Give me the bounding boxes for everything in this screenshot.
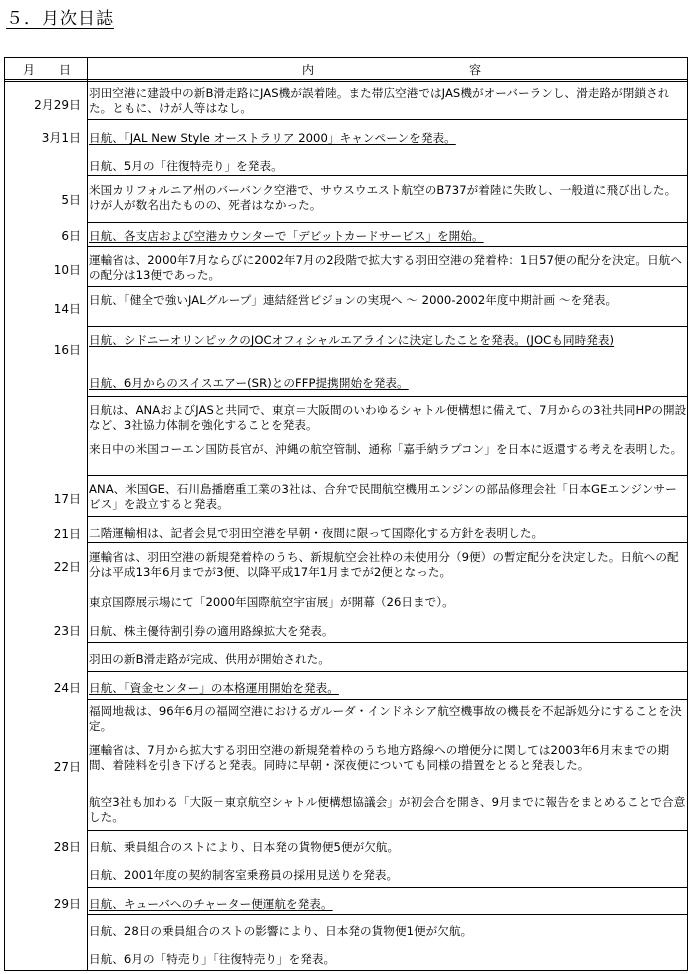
log-entry: 日航、6月からのスイスエアー(SR)とのFFP提携開始を発表。 xyxy=(89,376,409,390)
log-entry: 日航、乗員組合のストにより、日本発の貨物便5便が欠航。 xyxy=(89,840,400,854)
log-entry: 運輸省は、7月から拡大する羽田空港の新規発着枠のうち地方路線への増便分に関しては2003年6月末までの期間、着陸料を引き下げると発表。同時に早朝・深夜便についても同様の措置をとると発表した。 xyxy=(89,743,670,772)
row-separator xyxy=(87,542,687,543)
row-separator xyxy=(87,475,687,476)
log-entry: 日航、28日の乗員組合のストの影響により、日本発の貨物便1便が欠航。 xyxy=(89,924,473,938)
day-label: 5日 xyxy=(61,193,81,207)
table-header xyxy=(5,58,687,82)
log-entry: 日航は、ANAおよびJASと共同で、東京＝大阪間のいわゆるシャトル便構想に備えて、7月からの3社共同HPの開設など、3社協力体制を強化することを発表。 xyxy=(89,403,687,432)
header-content-1: 内 xyxy=(302,63,315,77)
row-separator xyxy=(87,175,687,176)
row-separator xyxy=(87,119,687,120)
header-month-day: 月 日 xyxy=(23,63,72,77)
log-entry: 運輸省は、羽田空港の新規発着枠のうち、新規航空会社枠の未使用分（9便）の暫定配分を決定した。日航への配分は平成13年6月までが3便、以降平成17年1月までが2便となった。 xyxy=(89,550,679,579)
header-content-2: 容 xyxy=(469,63,482,77)
log-entry: 日航、2001年度の契約制客室乗務員の採用見送りを発表。 xyxy=(89,868,399,882)
log-entry: 日航、「JAL New Style オーストラリア 2000」キャンペーンを発表。 xyxy=(89,131,456,145)
row-separator xyxy=(87,222,687,223)
row-separator xyxy=(87,699,687,700)
row-separator xyxy=(87,642,687,643)
day-label: 22日 xyxy=(53,560,81,574)
day-label: 10日 xyxy=(53,263,81,277)
day-label: 23日 xyxy=(53,624,81,638)
page-title: ５．月次日誌 xyxy=(6,9,114,29)
log-entry: 日航、株主優待割引券の適用路線拡大を発表。 xyxy=(89,624,334,638)
log-entry: 羽田空港に建設中の新B滑走路にJAS機が誤着陸。また帯広空港ではJAS機がオーバーランし、滑走路が閉鎖された。ともに、けが人等はなし。 xyxy=(89,86,670,115)
row-separator xyxy=(87,914,687,915)
day-label: 2月29日 xyxy=(34,98,81,112)
row-separator xyxy=(87,326,687,327)
monthly-log-table xyxy=(4,57,688,971)
row-separator xyxy=(87,396,687,397)
day-label: 6日 xyxy=(61,229,81,243)
day-label: 17日 xyxy=(53,492,81,506)
row-separator xyxy=(87,887,687,888)
log-entry: 東京国際展示場にて「2000年国際航空宇宙展」が開幕（26日まで）。 xyxy=(89,595,454,609)
log-entry: 日航、各支店および空港カウンターで「デビットカードサービス」を開始。 xyxy=(89,229,484,243)
log-entry: 米国カリフォルニア州のバーバンク空港で、サウスウエスト航空のB737が着陸に失敗し、一般道に飛び出した。けが人が数名出たものの、死者はなかった。 xyxy=(89,183,677,212)
log-entry: 福岡地裁は、96年6月の福岡空港におけるガルーダ・インドネシア航空機事故の機長を不起訴処分にすることを決定。 xyxy=(89,704,682,733)
row-separator xyxy=(87,671,687,672)
log-entry: 航空3社も加わる「大阪－東京航空シャトル便構想協議会」が初会合を開き、9月までに報告をまとめることで合意した。 xyxy=(89,795,686,824)
log-entry: 来日中の米国コーエン国防長官が、沖縄の航空管制、通称「嘉手納ラプコン」を日本に返還する考えを表明した。 xyxy=(89,442,683,456)
log-entry: 運輸省は、2000年7月ならびに2002年7月の2段階で拡大する羽田空港の発着枠：1日57便の配分を決定。日航への配分は13便であった。 xyxy=(89,253,683,282)
day-label: 14日 xyxy=(53,302,81,316)
log-entry: 日航、5月の「往復特売り」を発表。 xyxy=(89,159,283,173)
log-entry: 日航、「健全で強いJALグループ」連結経営ビジョンの実現へ ～ 2000-2002年度中期計画 ～を発表。 xyxy=(89,293,618,307)
day-label: 29日 xyxy=(53,897,81,911)
log-entry: 二階運輸相は、記者会見で羽田空港を早朝・夜間に限って国際化する方針を表明した。 xyxy=(89,526,544,540)
day-label: 24日 xyxy=(53,681,81,695)
log-entry: 日航、シドニーオリンピックのJOCオフィシャルエアラインに決定したことを発表。(JOCも同時発表) xyxy=(89,333,615,347)
column-divider xyxy=(87,58,88,970)
day-label: 27日 xyxy=(53,760,81,774)
log-entry: 日航、6月の「特売り」「往復特売り」を発表。 xyxy=(89,952,336,966)
row-separator xyxy=(87,830,687,831)
row-separator xyxy=(87,286,687,287)
day-label: 16日 xyxy=(53,343,81,357)
day-label: 28日 xyxy=(53,840,81,854)
log-entry: ANA、米国GE、石川島播磨重工業の3社は、合弁で民間航空機用エンジンの部品修理会社「日本GEエンジンサービス」を設立すると発表。 xyxy=(89,482,677,511)
row-separator xyxy=(87,246,687,247)
log-entry: 日航、「資金センター」の本格運用開始を発表。 xyxy=(89,681,339,695)
day-label: 3月1日 xyxy=(41,131,81,145)
day-label: 21日 xyxy=(53,527,81,541)
log-entry: 羽田の新B滑走路が完成、供用が開始された。 xyxy=(89,652,330,666)
log-entry: 日航、キューバへのチャーター便運航を発表。 xyxy=(89,897,333,911)
row-separator xyxy=(87,516,687,517)
